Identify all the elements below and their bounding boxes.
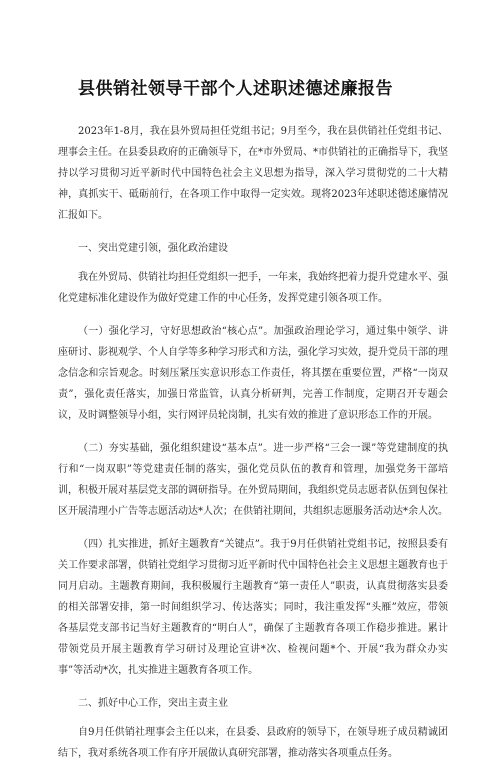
section2-heading: 二、抓好中心工作，突出主责主业 xyxy=(78,698,228,709)
section1-intro-paragraph: 我在外贸局、供销社均担任党组织一把手，一年来，我始终把着力提升党建水平、强化党建标准化建设作为做好党建工作的中心任务，发挥党建引领各项工作。 xyxy=(58,272,448,304)
section1-heading: 一、突出党建引领，强化政治建设 xyxy=(78,243,228,254)
document-title: 县供销社领导干部个人述职述德述廉报告 xyxy=(78,79,393,99)
section1-item2-paragraph: （二）夯实基础，强化组织建设“基本点”。进一步严格“三会一课”等党建制度的执行和“一岗双职”等党建责任制的落实，强化党员队伍的教育和管理，加强党务干部培训，积极开展对基层党支部的调研指导。在外贸局期间，我组织党员志愿者队伍到包保社区开展清理小广告等志愿活动达*人次；在供销社期间，共组织志愿服务活动达*余人次。 xyxy=(58,443,448,517)
intro-paragraph: 2023年1-8月，我在县外贸局担任党组书记；9月至今，我在县供销社任党组书记、理事会主任。在县委县政府的正确领导下，在*市外贸局、*市供销社的正确指导下，我坚持以学习贯彻习近平新时代中国特色社会主义思想为指导，深入学习贯彻党的二十大精神，真抓实干、砥砺前行，在各项工作中取得一定实效。现将2023年述职述德述廉情况汇报如下。 xyxy=(58,126,448,221)
section2-intro-paragraph: 自9月任供销社理事会主任以来，在县委、县政府的领导下，在领导班子成员精诚团结下，我对系统各项工作有序开展做认真研究部署，推动落实各项重点任务。 xyxy=(58,727,448,759)
section1-item4-paragraph: （四）扎实推进，抓好主题教育“关键点”。我于9月任供销社党组书记，按照县委有关工作要求部署，供销社党组学习贯彻习近平新时代中国特色社会主义思想主题教育也于同月启动。主题教育期间，我积极履行主题教育“第一责任人”职责，认真贯彻落实县委的相关部署安排，第一时间组织学习、传达落实；同时，我注重发挥“头雁”效应，带领各基层党支部书记当好主题教育的“明白人”，确保了主题教育各项工作稳步推进。累计带领党员开展主题教育学习研讨及理论宣讲*次、检视问题*个、开展“我为群众办实事”等活动*次，扎实推进主题教育各项工作。 xyxy=(58,539,448,676)
section1-item1-paragraph: （一）强化学习，守好思想政治“核心点”。加强政治理论学习，通过集中领学、讲座研讨、影视观学、个人自学等多种学习形式和方法，强化学习实效，提升党员干部的理念信念和宗旨观念。时刻压紧压实意识形态工作责任，将其摆在重要位置，严格“一岗双责”，强化责任落实，加强日常监管，认真分析研判，完善工作制度，定期召开专题会议，及时调整领导小组，实行网评员轮岗制，扎实有效的推进了意识形态工作的开展。 xyxy=(58,326,448,421)
